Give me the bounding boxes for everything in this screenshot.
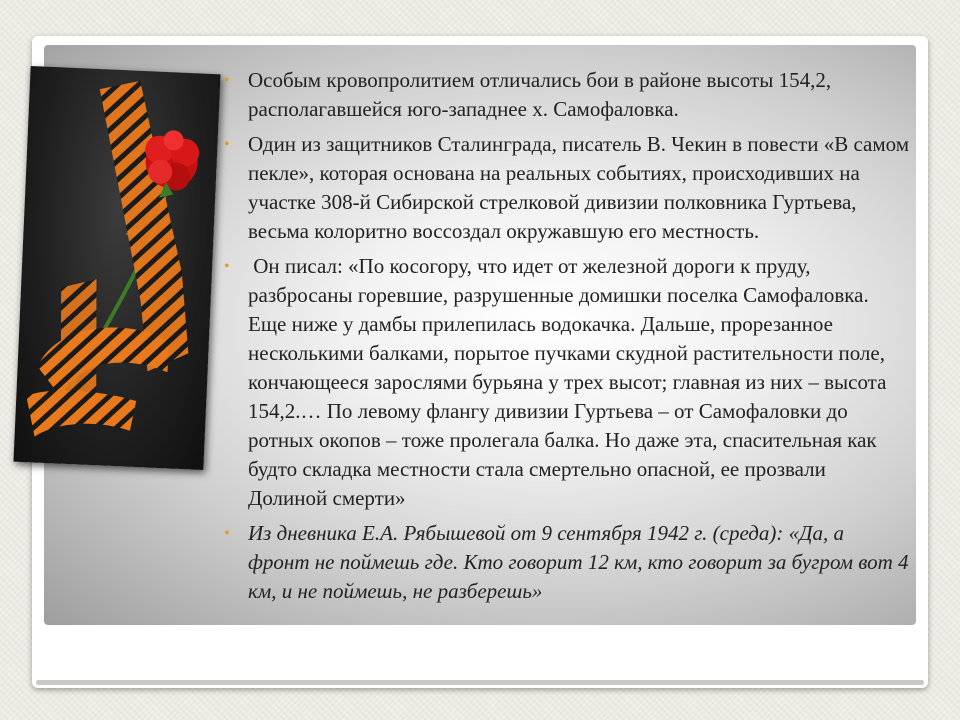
ribbon-carnation-photo: [13, 66, 220, 470]
bullet-icon: •: [224, 258, 230, 275]
bullet-text: Из дневника Е.А. Рябышевой от 9 сентября 1942 г. (среда): «Да, а фронт не поймешь где. Кто говорит 12 км, кто говорит за бугром вот 4 км, и не поймешь, не разберешь»: [248, 521, 909, 603]
bullet-text: Один из защитников Сталинграда, писатель В. Чекин в повести «В самом пекле», которая основана на реальных событиях, происходивших на участке 308-й Сибирской стрелковой дивизии полковника Гуртьева, весьма колоритно воссоздал окружавшую его местность.: [248, 132, 910, 243]
bullet-item: [220, 252, 910, 513]
bullet-icon: •: [224, 136, 230, 153]
bullet-icon: •: [224, 72, 230, 89]
bullet-text: Он писал: «По косогору, что идет от железной дороги к пруду, разбросаны горевшие, разрушенные домишки поселка Самофаловка. Еще ниже у дамбы прилепилась водокачка. Дальше, прорезанное несколькими балками, порытое пучками скудной растительности поле, кончающееся зарослями бурьяна у трех высот; главная из них – высота 154,2.… По левому флангу дивизии Гуртьева – от Самофаловки до ротных окопов – тоже пролегала балка. Но даже эта, спасительная как будто складка местности стала смертельно опасной, ее прозвали Долиной смерти»: [248, 254, 892, 510]
bullet-item: [220, 130, 910, 246]
text-content: [220, 66, 910, 612]
bullet-item-diary: [220, 519, 910, 606]
bullet-icon: •: [224, 525, 230, 542]
bullet-item: [220, 66, 910, 124]
ribbon-carnation-icon: [13, 66, 220, 470]
bullet-text: Особым кровопролитием отличались бои в районе высоты 154,2, располагавшейся юго-западнее х. Самофаловка.: [248, 68, 832, 121]
bottom-divider: [36, 680, 924, 685]
